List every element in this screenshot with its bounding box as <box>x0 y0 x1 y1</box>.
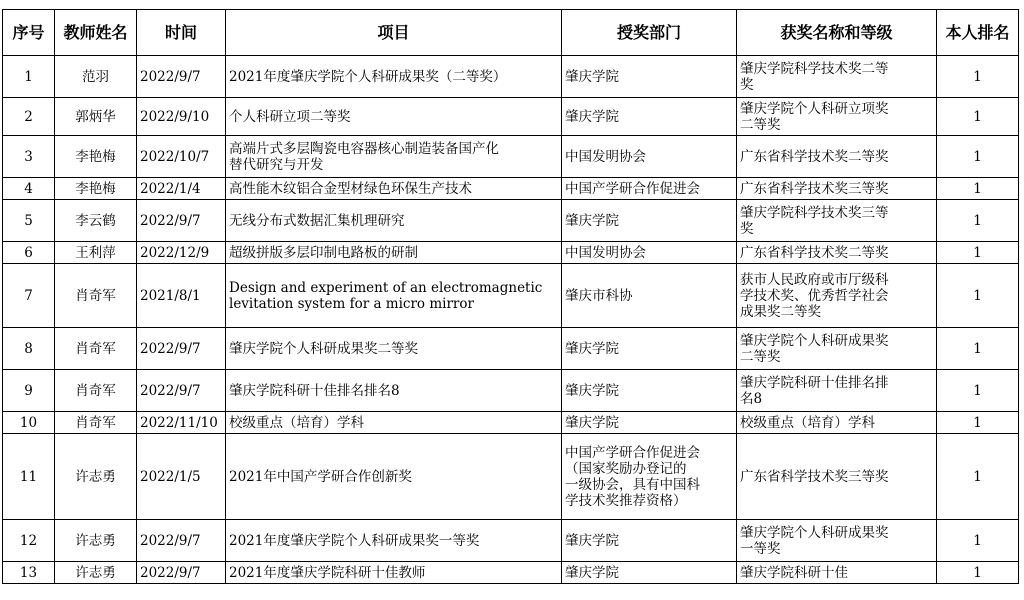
award-date: 2022/1/5 <box>137 434 226 520</box>
row-number: 5 <box>3 200 55 242</box>
project-name: 校级重点（培育）学科 <box>226 412 562 434</box>
personal-rank: 1 <box>937 434 1019 520</box>
project-name: 个人科研立项二等奖 <box>226 98 562 136</box>
award-date: 2022/9/10 <box>137 98 226 136</box>
award-name: 肇庆学院科学技术奖三等 奖 <box>737 200 937 242</box>
personal-rank: 1 <box>937 98 1019 136</box>
award-name: 广东省科学技术奖二等奖 <box>737 242 937 264</box>
table-row <box>3 412 1019 434</box>
table-row <box>3 264 1019 328</box>
teacher-name: 许志勇 <box>55 434 137 520</box>
personal-rank: 1 <box>937 562 1019 584</box>
personal-rank: 1 <box>937 242 1019 264</box>
award-date: 2022/11/10 <box>137 412 226 434</box>
table-row <box>3 136 1019 178</box>
table-row <box>3 370 1019 412</box>
award-date: 2021/8/1 <box>137 264 226 328</box>
teacher-name: 肖奇军 <box>55 328 137 370</box>
award-name: 肇庆学院个人科研成果奖 一等奖 <box>737 520 937 562</box>
teacher-name: 王利萍 <box>55 242 137 264</box>
teacher-name: 范羽 <box>55 56 137 98</box>
header-project: 项目 <box>226 10 562 56</box>
personal-rank: 1 <box>937 200 1019 242</box>
project-name: 2021年度肇庆学院科研十佳教师 <box>226 562 562 584</box>
row-number: 1 <box>3 56 55 98</box>
header-awarding-dept: 授奖部门 <box>562 10 737 56</box>
award-date: 2022/1/4 <box>137 178 226 200</box>
project-name: Design and experiment of an electromagnetic levitation system for a micro mirror <box>226 264 562 328</box>
personal-rank: 1 <box>937 412 1019 434</box>
project-name: 无线分布式数据汇集机理研究 <box>226 200 562 242</box>
header-row <box>3 10 1019 56</box>
awarding-dept: 中国产学研合作促进会 （国家奖励办登记的 一级协会，具有中国科 学技术奖推荐资格） <box>562 434 737 520</box>
teacher-name: 郭炳华 <box>55 98 137 136</box>
awarding-dept: 中国产学研合作促进会 <box>562 178 737 200</box>
award-name: 肇庆学院个人科研成果奖 二等奖 <box>737 328 937 370</box>
award-date: 2022/9/7 <box>137 56 226 98</box>
table-row <box>3 562 1019 584</box>
project-name: 2021年度肇庆学院个人科研成果奖（二等奖） <box>226 56 562 98</box>
award-date: 2022/10/7 <box>137 136 226 178</box>
teacher-name: 肖奇军 <box>55 412 137 434</box>
awarding-dept: 肇庆学院 <box>562 412 737 434</box>
personal-rank: 1 <box>937 136 1019 178</box>
award-date: 2022/9/7 <box>137 328 226 370</box>
award-name: 广东省科学技术奖三等奖 <box>737 434 937 520</box>
project-name: 肇庆学院个人科研成果奖二等奖 <box>226 328 562 370</box>
row-number: 3 <box>3 136 55 178</box>
teacher-name: 李艳梅 <box>55 178 137 200</box>
header-date: 时间 <box>137 10 226 56</box>
table-row <box>3 200 1019 242</box>
awarding-dept: 肇庆学院 <box>562 200 737 242</box>
table-row <box>3 242 1019 264</box>
row-number: 13 <box>3 562 55 584</box>
header-rank: 本人排名 <box>937 10 1019 56</box>
awarding-dept: 肇庆学院 <box>562 562 737 584</box>
award-name: 肇庆学院科研十佳排名排 名8 <box>737 370 937 412</box>
project-name: 2021年度肇庆学院个人科研成果奖一等奖 <box>226 520 562 562</box>
teacher-name: 李艳梅 <box>55 136 137 178</box>
award-name: 肇庆学院个人科研立项奖 二等奖 <box>737 98 937 136</box>
personal-rank: 1 <box>937 370 1019 412</box>
header-no: 序号 <box>3 10 55 56</box>
table-row <box>3 98 1019 136</box>
header-award-name: 获奖名称和等级 <box>737 10 937 56</box>
row-number: 4 <box>3 178 55 200</box>
project-name: 高性能木纹铝合金型材绿色环保生产技术 <box>226 178 562 200</box>
award-date: 2022/12/9 <box>137 242 226 264</box>
awarding-dept: 中国发明协会 <box>562 242 737 264</box>
teacher-name: 许志勇 <box>55 520 137 562</box>
award-date: 2022/9/7 <box>137 520 226 562</box>
award-name: 获市人民政府或市厅级科 学技术奖、优秀哲学社会 成果奖二等奖 <box>737 264 937 328</box>
awarding-dept: 肇庆学院 <box>562 370 737 412</box>
table-row <box>3 434 1019 520</box>
personal-rank: 1 <box>937 56 1019 98</box>
teacher-name: 肖奇军 <box>55 370 137 412</box>
award-date: 2022/9/7 <box>137 562 226 584</box>
personal-rank: 1 <box>937 520 1019 562</box>
award-name: 广东省科学技术奖二等奖 <box>737 136 937 178</box>
personal-rank: 1 <box>937 328 1019 370</box>
table-row <box>3 56 1019 98</box>
row-number: 7 <box>3 264 55 328</box>
awarding-dept: 中国发明协会 <box>562 136 737 178</box>
awarding-dept: 肇庆学院 <box>562 328 737 370</box>
teacher-name: 肖奇军 <box>55 264 137 328</box>
personal-rank: 1 <box>937 264 1019 328</box>
table-row <box>3 520 1019 562</box>
award-name: 广东省科学技术奖三等奖 <box>737 178 937 200</box>
award-date: 2022/9/7 <box>137 370 226 412</box>
award-name: 校级重点（培育）学科 <box>737 412 937 434</box>
row-number: 6 <box>3 242 55 264</box>
teacher-name: 李云鹤 <box>55 200 137 242</box>
table-row <box>3 328 1019 370</box>
row-number: 10 <box>3 412 55 434</box>
teacher-name: 许志勇 <box>55 562 137 584</box>
awarding-dept: 肇庆市科协 <box>562 264 737 328</box>
project-name: 2021年中国产学研合作创新奖 <box>226 434 562 520</box>
row-number: 12 <box>3 520 55 562</box>
personal-rank: 1 <box>937 178 1019 200</box>
awarding-dept: 肇庆学院 <box>562 520 737 562</box>
awarding-dept: 肇庆学院 <box>562 98 737 136</box>
project-name: 超级拼版多层印制电路板的研制 <box>226 242 562 264</box>
row-number: 8 <box>3 328 55 370</box>
award-name: 肇庆学院科研十佳 <box>737 562 937 584</box>
project-name: 肇庆学院科研十佳排名排名8 <box>226 370 562 412</box>
row-number: 2 <box>3 98 55 136</box>
award-name: 肇庆学院科学技术奖二等 奖 <box>737 56 937 98</box>
awards-table <box>2 9 1019 584</box>
header-teacher-name: 教师姓名 <box>55 10 137 56</box>
project-name: 高端片式多层陶瓷电容器核心制造装备国产化 替代研究与开发 <box>226 136 562 178</box>
table-row <box>3 178 1019 200</box>
awarding-dept: 肇庆学院 <box>562 56 737 98</box>
award-date: 2022/9/7 <box>137 200 226 242</box>
row-number: 11 <box>3 434 55 520</box>
row-number: 9 <box>3 370 55 412</box>
